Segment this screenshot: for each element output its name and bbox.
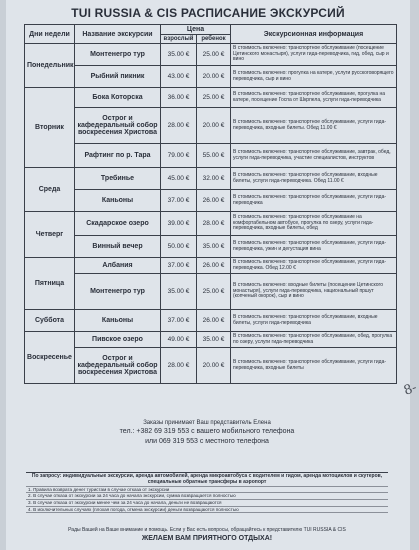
- excursion-info: В стоимость включено: транспортное обслуживание, входные билеты, услуги гида-переводчика: [231, 310, 397, 332]
- schedule-table: [24, 24, 397, 384]
- adult-price: 35.00 €: [161, 44, 197, 66]
- notes-item: 2. В случае отказа от экскурсии за 24 часа до начала экскурсии, сумма возвращается полностью: [26, 493, 388, 500]
- excursion-info: В стоимость включено: прогулка на катере, услуги русскоговорящего переводчика, сыр и вино: [231, 66, 397, 88]
- notes-heading: По запросу: индивидуальные экскурсии, аренда автомобилей, аренда микроавтобуса с водителем и гидом, аренда мотоциклов и скутеров, специальные обратные трансферы в аэропорт: [26, 473, 388, 487]
- child-price: 25.00 €: [197, 274, 231, 310]
- excursion-info: В стоимость включено: транспортное обслуживание, услуги гида-переводчика, ужин и дегустация вина: [231, 236, 397, 258]
- table-row: [25, 144, 397, 168]
- excursion-name: Острог и кафедеральный собор воскресения Христова: [75, 108, 161, 144]
- notes-block: [26, 472, 388, 513]
- footer-wish: ЖЕЛАЕМ ВАМ ПРИЯТНОГО ОТДЫХА!: [141, 534, 273, 542]
- notes-item: 1. Правила возврата денег туристам в случае отказа от экскурсии: [26, 487, 388, 494]
- adult-price: 35.00 €: [161, 274, 197, 310]
- excursion-name: Острог и кафедеральный собор воскресения Христова: [75, 348, 161, 384]
- excursion-name: Рафтинг по р. Тара: [75, 144, 161, 168]
- table-row: [25, 66, 397, 88]
- table-row: [25, 168, 397, 190]
- child-price: 25.00 €: [197, 88, 231, 108]
- child-price: 28.00 €: [197, 212, 231, 236]
- adult-price: 43.00 €: [161, 66, 197, 88]
- excursion-name: Каньоны: [75, 310, 161, 332]
- excursion-info: В стоимость включено: транспортное обслуживание, прогулка на катере, посещение Госпа от Шкрпела, услуги гида-переводчика: [231, 88, 397, 108]
- child-price: 55.00 €: [197, 144, 231, 168]
- child-price: 32.00 €: [197, 168, 231, 190]
- excursion-info: В стоимость включено: транспортное обслуживание, завтрак, обед, услуги гида-переводчика, участие специалистов, инструктов: [231, 144, 397, 168]
- excursion-name: Бока Которска: [75, 88, 161, 108]
- adult-price: 39.00 €: [161, 212, 197, 236]
- day-cell: Понедельник: [25, 44, 75, 88]
- child-price: 26.00 €: [197, 310, 231, 332]
- header-day: Дни недели: [25, 25, 75, 44]
- excursion-name: Скадарское озеро: [75, 212, 161, 236]
- header-name: Название экскурсии: [75, 25, 161, 44]
- contacts-mobile-phone: тел.: +382 69 319 553 с вашего мобильного телефона: [119, 428, 295, 436]
- table-row: [25, 310, 397, 332]
- day-cell: Среда: [25, 168, 75, 212]
- excursion-info: В стоимость включено: транспортное обслуживание (посещение Цетинского монастыря), услуги гида-переводчика, гид, обед, сыр и вино: [231, 44, 397, 66]
- table-row: [25, 88, 397, 108]
- header-info: Экскурсионная информация: [231, 25, 397, 44]
- excursion-schedule-sheet: [6, 0, 419, 550]
- table-row: [25, 332, 397, 348]
- notes-item: 4. В исключительных случаях (плохая погода, отмена экскурсии) деньги возвращаются полностью: [26, 507, 388, 514]
- day-cell: Воскресенье: [25, 332, 75, 384]
- handwritten-mark: 8-: [401, 380, 419, 399]
- excursion-name: Монтенегро тур: [75, 44, 161, 66]
- excursion-info: В стоимость включено: транспортное обслуживание, входные билеты, услуги гида-переводчика. Обед 11.00 €: [231, 168, 397, 190]
- header-price: Цена: [161, 25, 231, 35]
- child-price: 35.00 €: [197, 236, 231, 258]
- excursion-info: В стоимость включено: транспортное обслуживание, обед, прогулка по озеру, услуги гида-переводчика: [231, 332, 397, 348]
- table-row: [25, 190, 397, 212]
- contacts-local-phone: или 069 319 553 с местного телефона: [145, 437, 269, 445]
- excursion-name: Монтенегро тур: [75, 274, 161, 310]
- adult-price: 37.00 €: [161, 258, 197, 274]
- table-row: [25, 44, 397, 66]
- excursion-info: В стоимость включено: транспортное обслуживание, услуги гида-переводчика. Обед 12.00 €: [231, 258, 397, 274]
- table-row: [25, 108, 397, 144]
- child-price: 25.00 €: [197, 44, 231, 66]
- footer: [26, 527, 388, 543]
- adult-price: 37.00 €: [161, 310, 197, 332]
- header-child: ребенок: [197, 35, 231, 44]
- contacts-block: [26, 419, 388, 446]
- child-price: 20.00 €: [197, 108, 231, 144]
- adult-price: 50.00 €: [161, 236, 197, 258]
- excursion-name: Требинье: [75, 168, 161, 190]
- notes-item: 3. В случае отказа от экскурсии менее чем за 24 часа до начала, деньги не возвращаются: [26, 500, 388, 507]
- adult-price: 36.00 €: [161, 88, 197, 108]
- adult-price: 79.00 €: [161, 144, 197, 168]
- excursion-info: В стоимость включено: входные билеты (посещение Цетинского монастыря), услуги гида-переводчика, национальный пршут (копченый окорок), сыр и вино: [231, 274, 397, 310]
- adult-price: 45.00 €: [161, 168, 197, 190]
- excursion-name: Винный вечер: [75, 236, 161, 258]
- excursion-name: Пивское озеро: [75, 332, 161, 348]
- adult-price: 37.00 €: [161, 190, 197, 212]
- child-price: 35.00 €: [197, 332, 231, 348]
- day-cell: Четверг: [25, 212, 75, 258]
- child-price: 20.00 €: [197, 66, 231, 88]
- excursion-name: Рыбний пикник: [75, 66, 161, 88]
- excursion-name: Албания: [75, 258, 161, 274]
- contacts-representative: Заказы принимает Ваш представитель Елена: [143, 420, 271, 426]
- excursion-name: Каньоны: [75, 190, 161, 212]
- day-cell: Вторник: [25, 88, 75, 168]
- excursion-info: В стоимость включено: транспортное обслуживание на комфортабельном автобусе, прогулка по озеру, услуги гида-переводчика, входные билеты, обед: [231, 212, 397, 236]
- adult-price: 28.00 €: [161, 108, 197, 144]
- table-row: [25, 258, 397, 274]
- adult-price: 49.00 €: [161, 332, 197, 348]
- child-price: 20.00 €: [197, 348, 231, 384]
- child-price: 26.00 €: [197, 258, 231, 274]
- table-row: [25, 236, 397, 258]
- table-row: [25, 274, 397, 310]
- day-cell: Пятница: [25, 258, 75, 310]
- excursion-info: В стоимость включено: транспортное обслуживание, услуги гида-переводчика: [231, 190, 397, 212]
- table-row: [25, 348, 397, 384]
- header-adult: взрослый: [161, 35, 197, 44]
- adult-price: 28.00 €: [161, 348, 197, 384]
- footer-note: Рады Вашей на Ваше внимание и помощь. Если у Вас есть вопросы, обращайтесь к представителю TUI RUSSIA & CIS: [68, 527, 346, 533]
- excursion-info: В стоимость включено: транспортное обслуживание, услуги гида-переводчика, входные билеты. Обед 11.00 €: [231, 108, 397, 144]
- day-cell: Суббота: [25, 310, 75, 332]
- excursion-info: В стоимость включено: транспортное обслуживание, услуги гида-переводчика, входные билеты: [231, 348, 397, 384]
- child-price: 26.00 €: [197, 190, 231, 212]
- page-title: TUI RUSSIA & CIS РАСПИСАНИЕ ЭКСКУРСИЙ: [71, 6, 345, 20]
- table-row: [25, 212, 397, 236]
